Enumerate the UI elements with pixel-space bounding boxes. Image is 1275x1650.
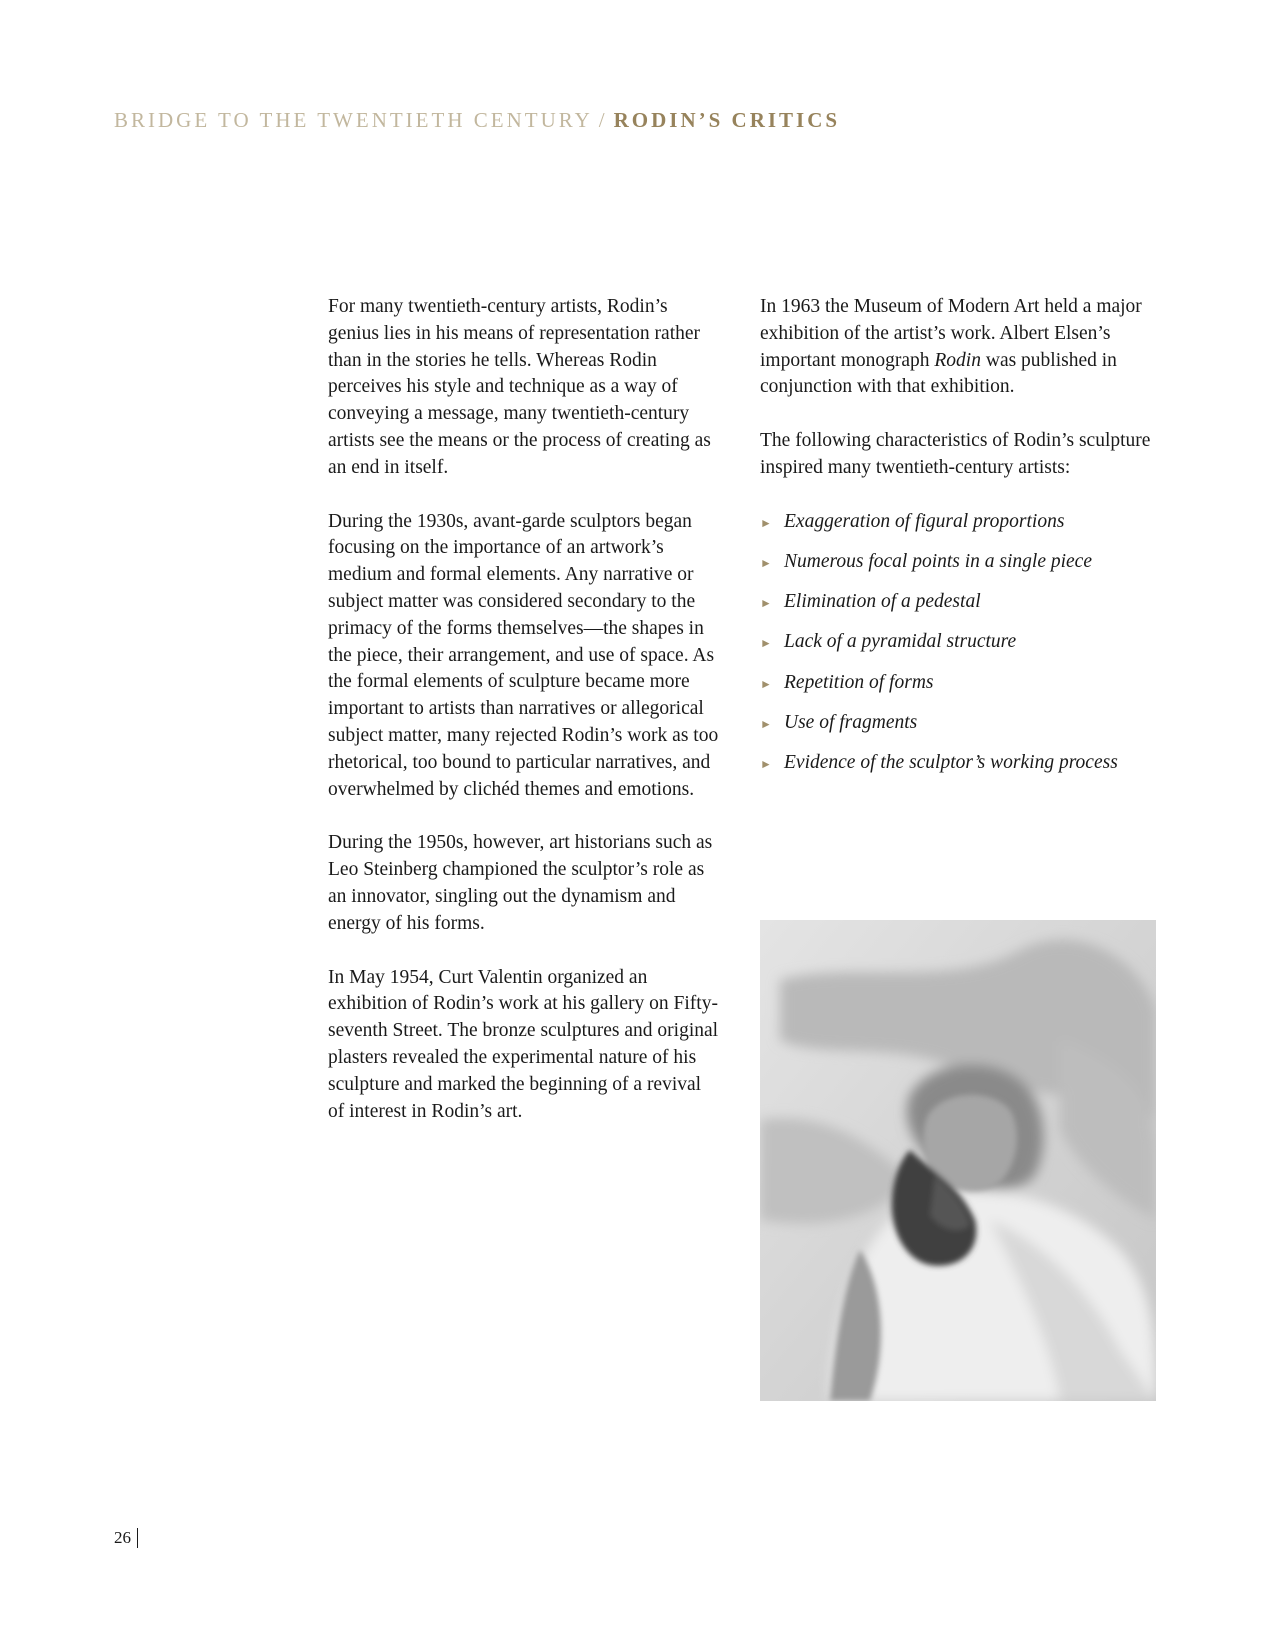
list-item-text: Numerous focal points in a single piece <box>784 550 1092 572</box>
part-title: BRIDGE TO THE TWENTIETH CENTURY <box>114 108 593 132</box>
triangle-bullet-icon: ► <box>760 716 772 731</box>
characteristics-list <box>760 509 1160 778</box>
list-item-text: Exaggeration of figural proportions <box>784 510 1065 532</box>
list-item-text: Use of fragments <box>784 711 918 733</box>
rodin-portrait-photo <box>760 920 1156 1401</box>
list-item <box>760 589 1160 617</box>
list-item-text: Lack of a pyramidal structure <box>784 631 1017 653</box>
intro-text-after-title: was published in conjunction with that exhibition. <box>760 349 1117 398</box>
folio-divider <box>137 1528 138 1548</box>
intro-text-before-title: In 1963 the Museum of Modern Art held a major exhibition of the artist’s work. Albert Elsen’s important monograph <box>760 296 1142 371</box>
list-item <box>760 629 1160 657</box>
page-number: 26 <box>114 1528 131 1547</box>
portrait-illustration <box>760 920 1156 1401</box>
triangle-bullet-icon: ► <box>760 515 772 530</box>
triangle-bullet-icon: ► <box>760 555 772 570</box>
list-item <box>760 710 1160 738</box>
paragraph-1954-exhibition: In May 1954, Curt Valentin organized an exhibition of Rodin’s work at his gallery on Fifty-seventh Street. The bronze sculptures and original plasters revealed the experimental nature of his sculpture and marked the beginning of a revival of interest in Rodin’s art. <box>328 966 719 1122</box>
section-title: RODIN’S CRITICS <box>613 108 841 132</box>
header-separator: / <box>598 108 608 132</box>
list-item-text: Elimination of a pedestal <box>784 591 981 613</box>
paragraph-representation: For many twentieth-century artists, Rodin’s genius lies in his means of representation rather than in the stories he tells. Whereas Rodin perceives his style and technique as a way of conveying a message, many twentieth-century artists see the means or the process of creating as an end in itself. <box>328 296 711 478</box>
triangle-bullet-icon: ► <box>760 676 772 691</box>
book-title: Rodin <box>934 349 981 371</box>
left-column <box>328 294 720 1152</box>
triangle-bullet-icon: ► <box>760 636 772 651</box>
paragraph-1950s: During the 1950s, however, art historians such as Leo Steinberg championed the sculptor’s role as an innovator, singling out the dynamism and energy of his forms. <box>328 832 713 934</box>
right-column <box>760 294 1160 790</box>
page-number-footer <box>114 1528 138 1548</box>
list-item <box>760 670 1160 698</box>
running-head <box>114 108 840 133</box>
list-item <box>760 549 1160 577</box>
list-item-text: Repetition of forms <box>784 671 934 693</box>
triangle-bullet-icon: ► <box>760 756 772 771</box>
list-item <box>760 750 1160 778</box>
list-item <box>760 509 1160 537</box>
triangle-bullet-icon: ► <box>760 596 772 611</box>
paragraph-1930s: During the 1930s, avant-garde sculptors began focusing on the importance of an artwork’s medium and formal elements. Any narrative or subject matter was considered secondary to the primacy of the forms themselves—the shapes in the piece, their arrangement, and use of space. As the formal elements of sculpture became more important to artists than narratives or allegorical subject matter, many rejected Rodin’s work as too rhetorical, too bound to particular narratives, and overwhelmed by clichéd themes and emotions. <box>328 510 719 800</box>
paragraph-1963-exhibition <box>760 294 1160 401</box>
list-intro: The following characteristics of Rodin’s sculpture inspired many twentieth-century artists: <box>760 430 1151 478</box>
list-item-text: Evidence of the sculptor’s working process <box>784 751 1118 773</box>
